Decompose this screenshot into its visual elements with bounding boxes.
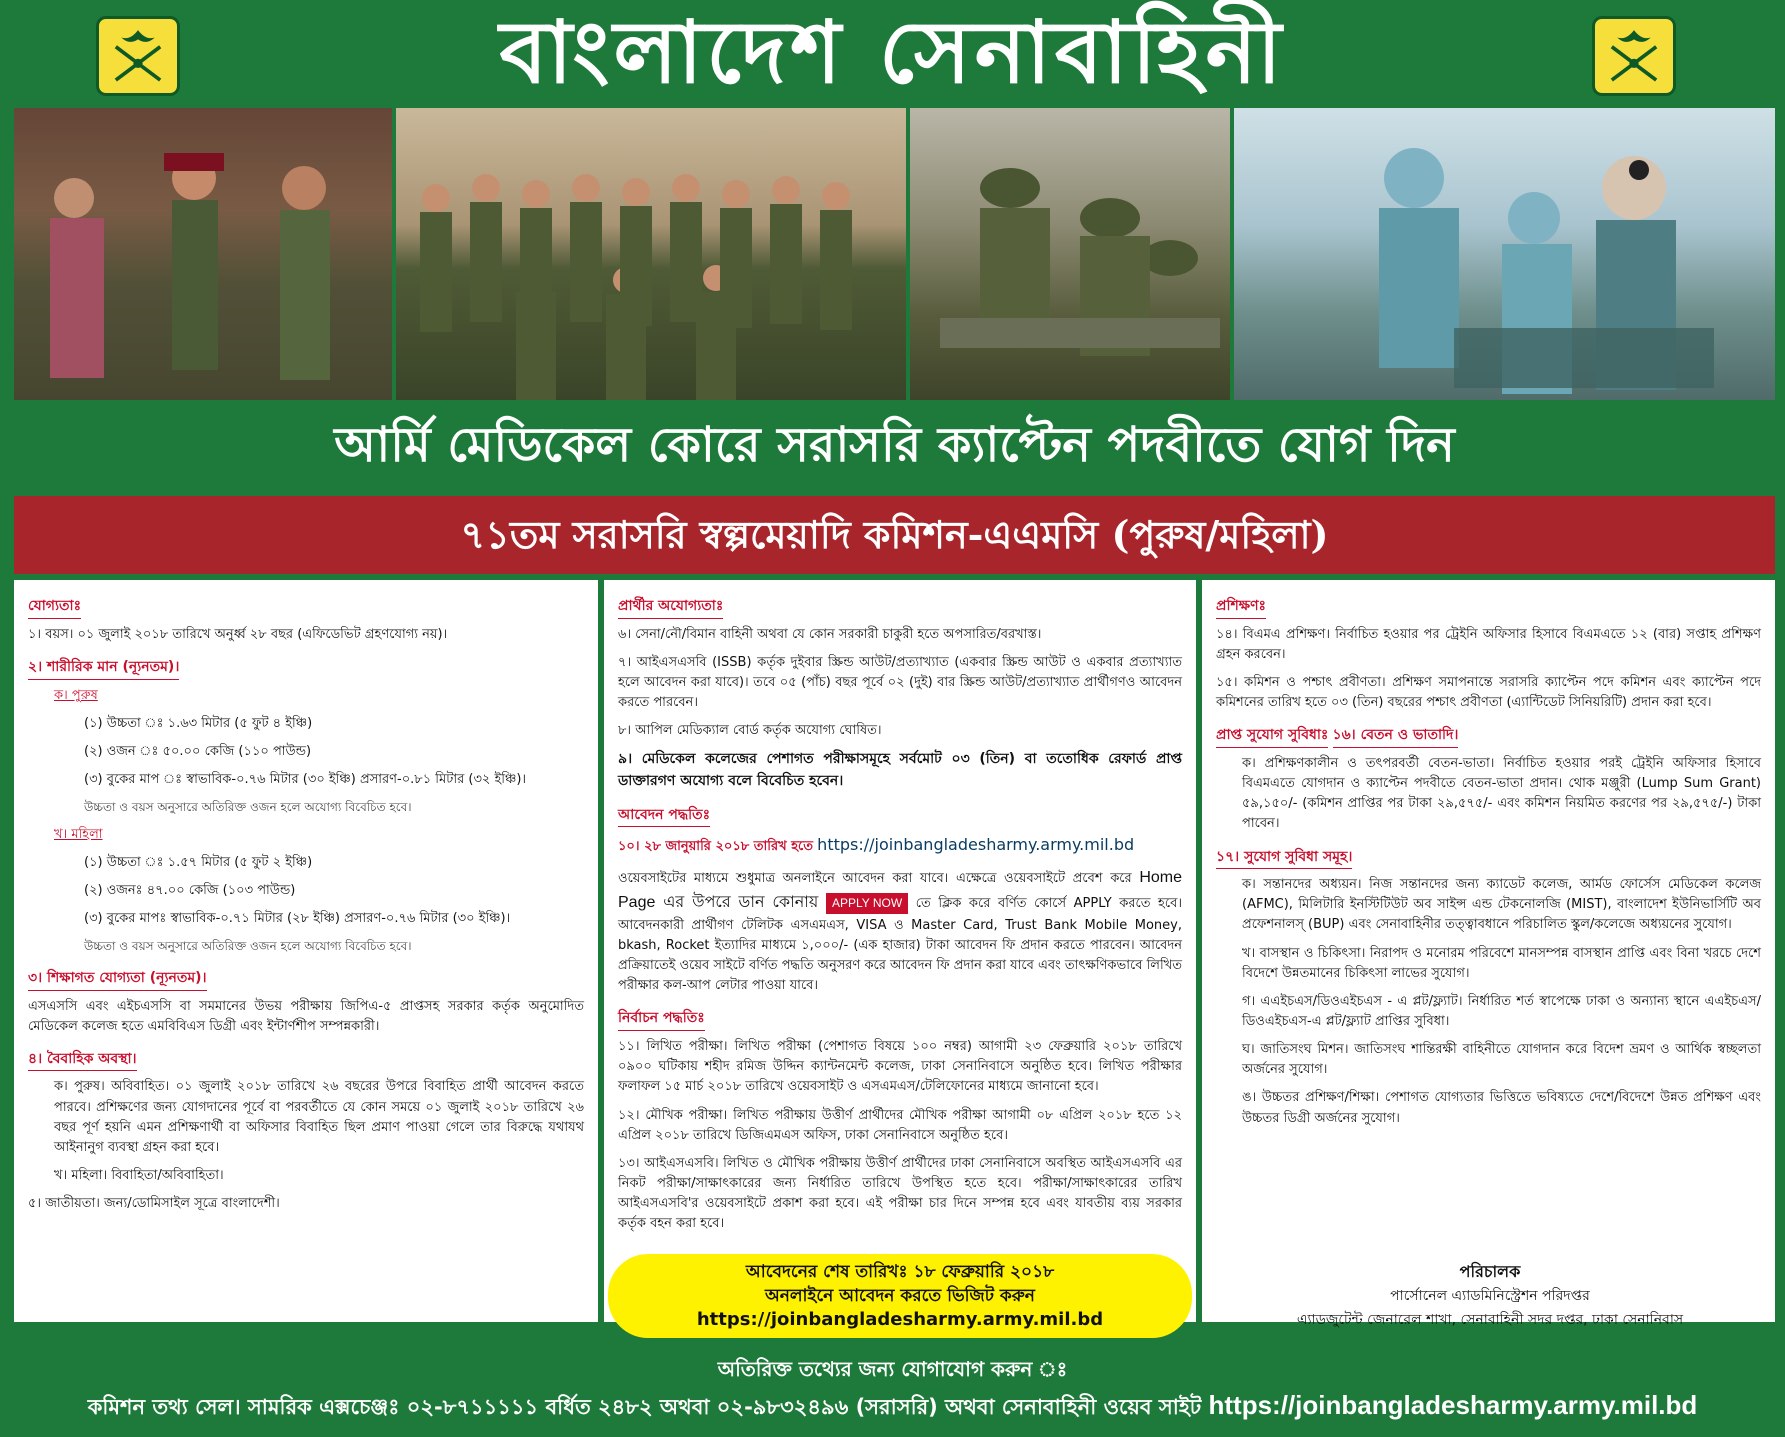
facility-item: ক। সন্তানদের অধ্যয়ন। নিজ সন্তানদের জন্য ক্যাডেট কলেজ, আর্মড ফোর্সেস মেডিকেল কলেজ (AFMC), মিলিটারি ইনস্টিটিউট অব সাইন্স এন্ড টেকনোলজি (MIST), বাংলাদেশ ইউনিভার্সিটি অব প্রফেশনালস্ (BUP) এবং সেনাবাহিনীর তত্ত্বাবধানে পরিচালিত স্কুল/কলেজে অধ্যয়নের সুযোগ। — [1242, 877, 1761, 933]
commission-seniority: ১৫। কমিশন ও পশ্চাৎ প্রবীণতা। প্রশিক্ষণ সমাপনান্তে সরাসরি ক্যাপ্টেন পদে কমিশন এবং ক্যাপ্টেন পদে কমিশনের তারিখ হতে ০৩ (তিন) বছরের পশ্চাৎ প্রবীণতা (এ্যান্টিডেট সিনিয়রিটি) প্রদান করা হবে। — [1216, 674, 1761, 711]
selection-heading: নির্বাচন পদ্ধতিঃ — [618, 1008, 705, 1031]
facilities-heading: ১৭। সুযোগ সুবিধা সমূহ। — [1216, 847, 1352, 870]
age-requirement: ১। বয়স। ০১ জুলাই ২০১৮ তারিখে অনুর্ধ্ব ২৮ বছর (এফিডেভিট গ্রহণযোগ্য নয়)। — [28, 626, 448, 642]
disqualification-item: ৭। আইএসএসবি (ISSB) কর্তৃক দুইবার স্ক্রিন্ড আউট/প্রত্যাখ্যাত (একবার স্ক্রিন্ড আউট ও একবার প্রত্যাখ্যাত হলে আবেদন করা যাবে)। তবে ০৫ (পাঁচ) বছর পূর্বে ০২ (দুই) বার স্ক্রিন্ড আউট/প্রত্যাখ্যাত প্রার্থীগণও আবেদন করতে পারবেন। — [618, 654, 1182, 711]
nationality-text: ৫। জাতীয়তা। জন্য/ডোমিসাইল সূত্রে বাংলাদেশী। — [28, 1196, 280, 1212]
footer-url-link[interactable]: https://joinbangladesharmy.army.mil.bd — [1208, 1390, 1698, 1420]
facility-item: খ। বাসস্থান ও চিকিৎসা। নিরাপদ ও মনোরম পরিবেশে মানসম্পন্ন বাসস্থান প্রাপ্তি এবং বিনা খরচে দেশে বিদেশে উন্নতমানের চিকিৎসা লাভের সুযোগ। — [1242, 945, 1761, 981]
army-emblem-icon — [1592, 16, 1676, 96]
viva-exam: ১২। মৌখিক পরীক্ষা। লিখিত পরীক্ষায় উত্তীর্ণ প্রার্থীদের মৌখিক পরীক্ষা আগামী ০৮ এপ্রিল ২০১৮ হতে ১২ এপ্রিল ২০১৮ তারিখে ডিজিএমএস অফিস, ঢাকা সেনানিবাসে অনুষ্ঠিত হবে। — [618, 1107, 1182, 1143]
male-weight: (২) ওজন ঃ ৫০.০০ কেজি (১১০ পাউন্ড) — [84, 743, 312, 759]
bma-training: ১৪। বিএমএ প্রশিক্ষণ। নির্বাচিত হওয়ার পর ট্রেইনি অফিসার হিসাবে বিএমএতে ১২ (বার) সপ্তাহ প্রশিক্ষণ গ্রহন করবেন। — [1216, 626, 1761, 662]
education-text: এসএসসি এবং এইচএসসি বা সমমানের উভয় পরীক্ষায় জিপিএ-৫ প্রাপ্তসহ সরকার কর্তৃক অনুমোদিত মেডিকেল কলেজ হতে এমবিবিএস ডিগ্রী এবং ইন্টার্ণশীপ সম্পন্নকারী। — [28, 998, 584, 1034]
deadline-box — [608, 1254, 1192, 1338]
disqualification-heading: প্রার্থীর অযোগ্যতাঃ — [618, 596, 723, 619]
footer-phone-text: কমিশন তথ্য সেল। সামরিক এক্সচেঞ্জঃ ০২-৮৭১১১১১ বর্ধিত ২৪৮২ অথবা ০২-৯৮৩২৪৯৬ (সরাসরি) অথবা সেনাবাহিনী ওয়েব সাইট — [87, 1395, 1202, 1419]
male-chest: (৩) বুকের মাপ ঃ স্বাভাবিক-০.৭৬ মিটার (৩০ ইঞ্চি) প্রসারণ-০.৮১ মিটার (৩২ ইঞ্চি)। — [84, 771, 527, 787]
commission-title: ৭১তম সরাসরি স্বল্পমেয়াদি কমিশন-এএমসি (পুরুষ/মহিলা) — [14, 496, 1775, 574]
issb-exam: ১৩। আইএসএসবি। লিখিত ও মৌখিক পরীক্ষায় উত্তীর্ণ প্রার্থীদের ঢাকা সেনানিবাসে অবস্থিত আইএসএসবি এর নিকট পরীক্ষা/সাক্ষাৎকারের জন্য নির্ধারিত তারিখে উপস্থিত হতে হবে। পরীক্ষা/সাক্ষাৎকারের তারিখ আইএসএসবি'র ওয়েবসাইটে প্রকাশ করা হবে। এই পরীক্ষা চার দিনে সম্পন্ন হবে এবং যাবতীয় ব্যয় সরকার কর্তৃক বহন করা হবে। — [618, 1155, 1182, 1232]
signatory-title: পরিচালক — [1459, 1262, 1521, 1281]
pay-text: ক। প্রশিক্ষণকালীন ও তৎপরবর্তী বেতন-ভাতা। নির্বাচিত হওয়ার পরই ট্রেইনি অফিসার হিসাবে বিএমএতে যোগদান ও ক্যাপ্টেন পদবীতে বেতন-ভাতা প্রদান। থোক মঞ্জুরী (Lump Sum Grant) ৫৯,১৫০/- (কমিশন প্রাপ্তির পর টাকা ২৯,৫৭৫/- এবং কমিশন নিয়মিত করণের পর ২৯,৫৭৫/-) টাকা পাবেন। — [1242, 755, 1761, 832]
male-height: (১) উচ্চতা ঃ ১.৬৩ মিটার (৫ ফুট ৪ ইঞ্চি) — [84, 715, 313, 731]
facility-item: গ। এএইচএস/ডিওএইচএস - এ প্লট/ফ্ল্যাট। নির্ধারিত শর্ত স্বাপেক্ষে ঢাকা ও অন্যান্য স্থানে এএইচএস/ডিওএইচএস-এ প্লট/ফ্ল্যাট প্রাপ্তির সুবিধা। — [1242, 993, 1761, 1030]
eligibility-column — [14, 580, 598, 1322]
apply-now-button[interactable]: APPLY NOW — [826, 893, 908, 914]
facility-item: ঙ। উচ্চতর প্রশিক্ষণ/শিক্ষা। পেশাগত যোগ্যতার ভিত্তিতে ভবিষ্যতে দেশে/বিদেশে উন্নত প্রশিক্ষণ এবং উচ্চতর ডিগ্রী অর্জনের সুযোগ। — [1242, 1090, 1761, 1126]
army-emblem-icon — [96, 16, 180, 96]
signatory-office: এ্যাডজুটেন্ট জেনারেল শাখা, সেনাবাহিনী সদর দপ্তর, ঢাকা সেনানিবাস — [1296, 1312, 1684, 1328]
marital-heading: ৪। বৈবাহিক অবস্থা। — [28, 1049, 137, 1072]
male-weight-note: উচ্চতা ও বয়স অনুসারে অতিরিক্ত ওজন হলে অযোগ্য বিবেচিত হবে। — [84, 800, 412, 815]
education-heading: ৩। শিক্ষাগত যোগ্যতা (ন্যূনতম)। — [28, 968, 207, 991]
photo-strip — [14, 108, 1775, 400]
training-heading: প্রশিক্ষণঃ — [1216, 596, 1266, 619]
disqualification-column — [604, 580, 1196, 1322]
marital-male: ক। পুরুষ। অবিবাহিত। ০১ জুলাই ২০১৮ তারিখে ২৬ বছরের উপরে বিবাহিত প্রার্থী আবেদন করতে পারবে। প্রশিক্ষণের জন্য যোগদানের পূর্বে বা পরবর্তীতে যে কোন সময়ে ০১ জুলাই ২০১৮ তারিখে ২৬ বছর পূর্ণ হয়নি এমন প্রশিক্ষণার্থী বা অফিসার বিবাহিত ছিল প্রমাণ পাওয়া গেলে তার বিরুদ্ধে যথাযথ আইনানুগ ব্যবস্থা গ্রহন করা হবে। — [54, 1079, 584, 1155]
female-height: (১) উচ্চতা ঃ ১.৫৭ মিটার (৫ ফুট ২ ইঞ্চি) — [84, 854, 313, 870]
apply-text — [618, 866, 1182, 996]
header-band — [0, 0, 1785, 108]
apply-start-date: ১০। ২৮ জানুয়ারি ২০১৮ তারিখ হতে — [618, 839, 814, 855]
female-chest: (৩) বুকের মাপঃ স্বাভাবিক-০.৭১ মিটার (২৮ ইঞ্চি) প্রসারণ-০.৭৬ মিটার (৩০ ইঞ্চি)। — [84, 911, 511, 927]
deadline-visit-text: অনলাইনে আবেদন করতে ভিজিট করুন — [765, 1286, 1035, 1306]
apply-text-1: ওয়েবসাইটের মাধ্যমে শুধুমাত্র অনলাইনে আবেদন করা যাবে। এক্ষেত্রে ওয়েবসাইটে প্রবেশ করে — [618, 871, 1132, 887]
photo-group-cadets — [396, 108, 906, 400]
deadline-date: আবেদনের শেষ তারিখঃ ১৮ ফেব্রুয়ারি ২০১৮ — [745, 1262, 1055, 1282]
eligibility-heading: যোগ্যতাঃ — [28, 596, 81, 619]
female-weight: (২) ওজনঃ ৪৭.০০ কেজি (১০৩ পাউন্ড) — [84, 882, 296, 898]
apply-text-3: তে ক্লিক করে বর্ণিত কোর্সে APPLY করতে হবে। আবেদনকারী প্রার্থীগণ টেলিটক এসএমএস, VISA ও Master Card, Trust Bank Mobile Money, bkash, Rocket ইত্যাদির মাধ্যমে ১,০০০/- (এক হাজার) টাকা আবেদন ফি প্রদান করতে পারবেন। আবেদন প্রক্রিয়াতেই ওয়েব সাইটে বর্ণিত পদ্ধতি অনুসরণ করে আবেদন ফি প্রদান করা যাবে এবং তাৎক্ষণিকভাবে লিখিত পরীক্ষার কল-আপ লেটার পাওয়া যাবে। — [618, 896, 1182, 994]
benefits-heading: প্রাপ্ত সুযোগ সুবিধাঃ — [1216, 725, 1328, 748]
pay-heading: ১৬। বেতন ও ভাতাদি। — [1333, 725, 1459, 748]
apply-text-2: Home Page এর উপরে ডান কোনায় — [618, 869, 1182, 912]
photo-surgery — [1234, 108, 1775, 400]
facility-item: ঘ। জাতিসংঘ মিশন। জাতিসংঘ শান্তিরক্ষী বাহিনীতে যোগদান করে বিদেশ ভ্রমণ ও আর্থিক স্বচ্ছলতা অর্জনের সুযোগ। — [1242, 1042, 1761, 1078]
photo-field-training — [910, 108, 1230, 400]
female-weight-note: উচ্চতা ও বয়স অনুসারে অতিরিক্ত ওজন হলে অযোগ্য বিবেচিত হবে। — [84, 939, 412, 954]
signatory-directorate: পার্সোনেল এ্যাডমিনিস্ট্রেশন পরিদপ্তর — [1390, 1288, 1590, 1304]
deadline-url-link[interactable]: https://joinbangladesharmy.army.mil.bd — [696, 1309, 1104, 1330]
male-label: ক। পুরুষ — [54, 687, 98, 703]
written-exam: ১১। লিখিত পরীক্ষা। লিখিত পরীক্ষা (পেশাগত বিষয়ে ১০০ নম্বর) আগামী ২৩ ফেব্রুয়ারি ২০১৮ তারিখে ০৯০০ ঘটিকায় শহীদ রমিজ উদ্দিন ক্যান্টনমেন্ট কলেজ, ঢাকা সেনানিবাসে অনুষ্ঠিত হবে। লিখিত পরীক্ষার ফলাফল ১৫ মার্চ ২০১৮ তারিখে ওয়েবসাইট ও এসএমএস/টেলিফোনের মাধ্যমে জানানো হবে। — [618, 1039, 1182, 1095]
contact-footer — [0, 1346, 1785, 1437]
disqualification-item: ৮। আপিল মেডিক্যাল বোর্ড কর্তৃক অযোগ্য ঘোষিত। — [618, 723, 882, 739]
footer-contact-heading: অতিরিক্ত তথ্যের জন্য যোগাযোগ করুন ঃ — [717, 1357, 1068, 1381]
signature-block — [1210, 1260, 1770, 1332]
page-title: বাংলাদেশ সেনাবাহিনী — [499, 2, 1286, 103]
training-column — [1202, 580, 1775, 1322]
apply-start — [618, 833, 1182, 858]
female-label: খ। মহিলা — [54, 826, 103, 842]
photo-rank-ceremony — [14, 108, 392, 400]
disqualification-item-9: ৯। মেডিকেল কলেজের পেশাগত পরীক্ষাসমূহে সর্বমোট ০৩ (তিন) বা ততোধিক রেফার্ড প্রাপ্ত ডাক্তারগণ অযোগ্য বলে বিবেচিত হবেন। — [618, 751, 1182, 790]
apply-heading: আবেদন পদ্ধতিঃ — [618, 805, 710, 828]
disqualification-item: ৬। সেনা/নৌ/বিমান বাহিনী অথবা যে কোন সরকারী চাকুরী হতে অপসারিত/বরখাস্ত। — [618, 626, 1042, 642]
recruitment-headline: আর্মি মেডিকেল কোরে সরাসরি ক্যাপ্টেন পদবীতে যোগ দিন — [14, 402, 1775, 488]
marital-female: খ। মহিলা। বিবাহিতা/অবিবাহিতা। — [54, 1168, 224, 1184]
physical-standard-heading: ২। শারীরিক মান (ন্যূনতম)। — [28, 657, 179, 680]
apply-url-link[interactable]: https://joinbangladesharmy.army.mil.bd — [817, 835, 1135, 855]
footer-contact-line — [0, 1386, 1785, 1426]
